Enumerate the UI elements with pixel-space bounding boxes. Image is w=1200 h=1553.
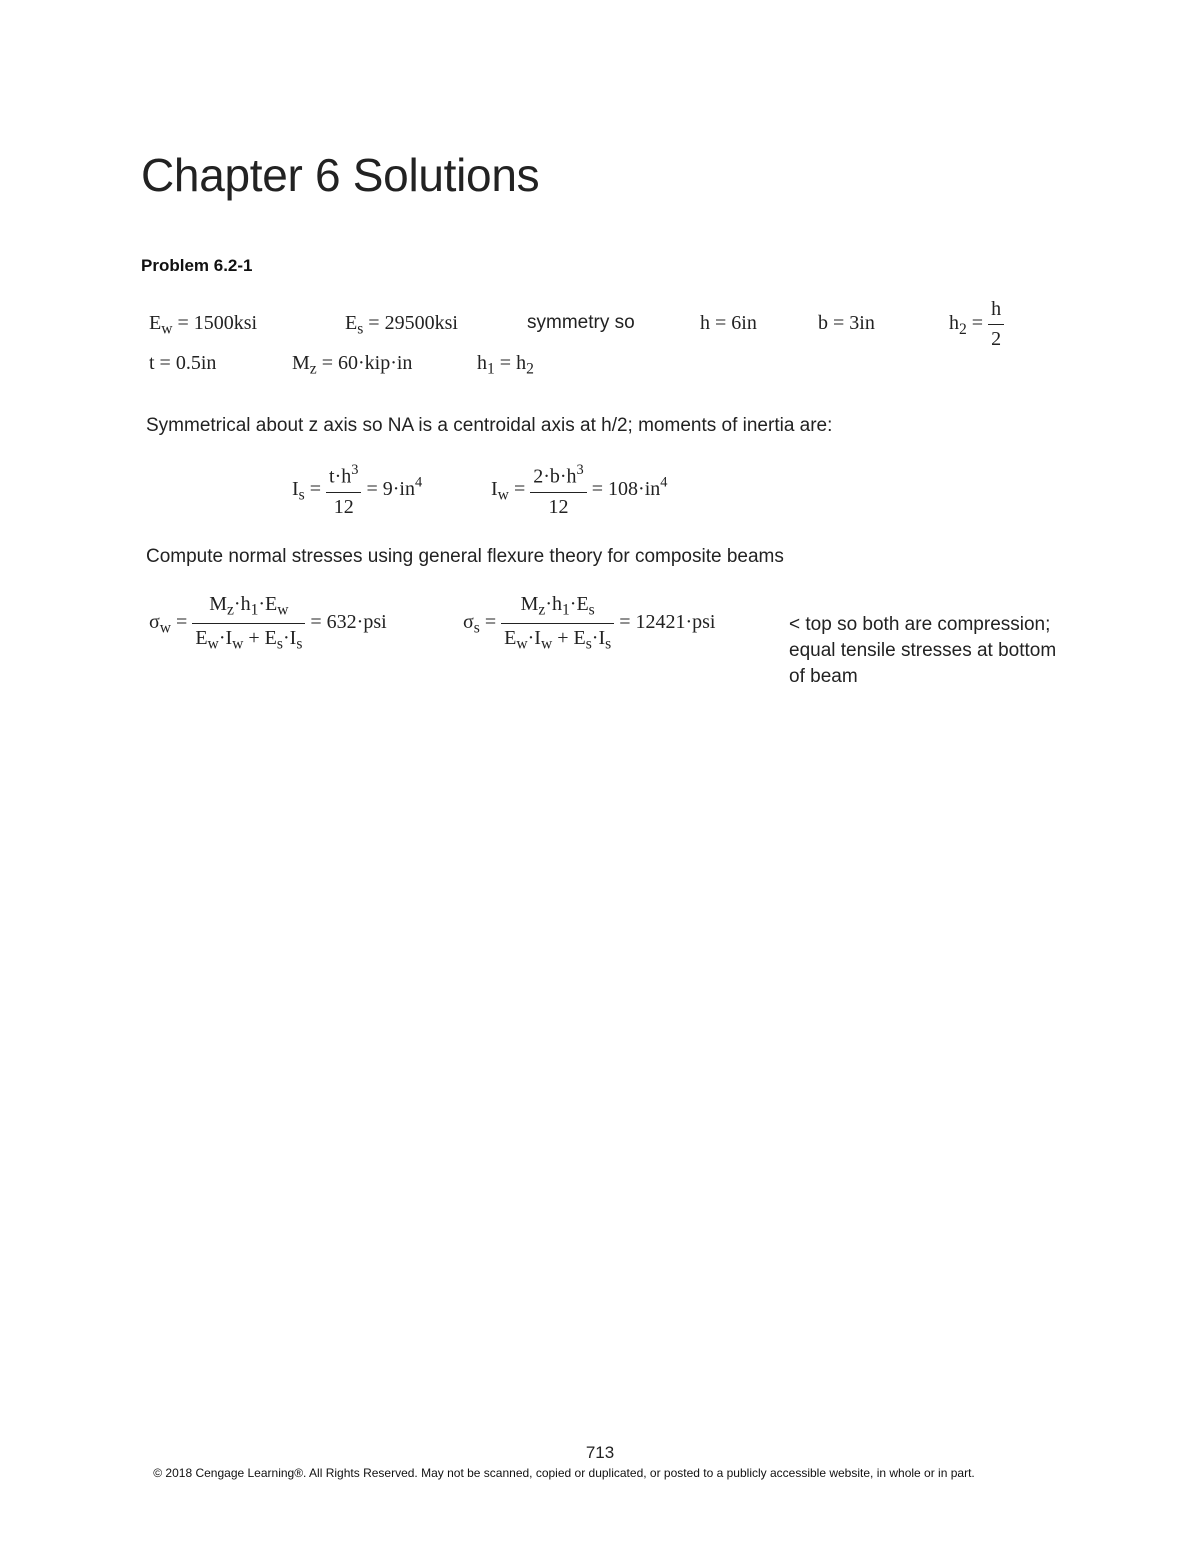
given-h: h = 6in bbox=[700, 312, 757, 334]
given-t: t = 0.5in bbox=[149, 352, 217, 374]
given-h1: $h_1 = h_2$ bbox=[477, 352, 534, 378]
symmetry-note: symmetry so bbox=[527, 312, 635, 333]
inertia-is: $I_s$ = $\frac{t\cdot h^3}{12}$ = $9\cdot in^4$ bbox=[292, 462, 423, 518]
problem-heading: Problem 6.2-1 bbox=[141, 256, 253, 275]
page-title: Chapter 6 Solutions bbox=[141, 149, 540, 201]
stress-note: < top so both are compression; equal tensile stresses at bottom of beam bbox=[789, 614, 1057, 687]
copyright-footer: © 2018 Cengage Learning®. All Rights Reserved. May not be scanned, copied or duplicated, or posted to a publicly accessible website, in whole or in part. bbox=[153, 1466, 975, 1480]
given-mz: $M_z = 60\cdot kip\cdot in$ bbox=[292, 352, 413, 378]
iw-fraction: $\frac{2\cdot b\cdot h^3}{12}$ bbox=[530, 462, 587, 519]
given-ew: $E_w = 1500ksi$ bbox=[149, 312, 258, 338]
inertia-iw: $I_w$ = $\frac{2\cdot b\cdot h^3}{12}$ = $108\cdot in^4$ bbox=[491, 462, 668, 518]
given-es: $E_s = 29500ksi$ bbox=[345, 312, 458, 338]
given-h2: $h_2$ = $\frac{h}{2}$ bbox=[949, 298, 1004, 351]
is-fraction: $\frac{t\cdot h^3}{12}$ bbox=[326, 462, 361, 519]
h2-fraction: $\frac{h}{2}$ bbox=[988, 298, 1004, 351]
stress-sigma-w: $\sigma_w$ = $\frac{M_z\cdot h_1\cdot E_w}{E_w\cdot I_w + E_s\cdot I_s}$ = 632·psi bbox=[149, 593, 387, 653]
flexure-text: Compute normal stresses using general flexure theory for composite beams bbox=[146, 546, 784, 567]
stress-sigma-s: $\sigma_s$ = $\frac{M_z\cdot h_1\cdot E_s}{E_w\cdot I_w + E_s\cdot I_s}$ = 12421·psi bbox=[463, 593, 716, 653]
sigma-w-fraction: $\frac{M_z\cdot h_1\cdot E_w}{E_w\cdot I_w + E_s\cdot I_s}$ bbox=[192, 593, 305, 653]
symmetry-text: Symmetrical about z axis so NA is a centroidal axis at h/2; moments of inertia are: bbox=[146, 415, 833, 436]
given-b: b = 3in bbox=[818, 312, 875, 334]
sigma-s-fraction: $\frac{M_z\cdot h_1\cdot E_s}{E_w\cdot I_w + E_s\cdot I_s}$ bbox=[501, 593, 614, 653]
page-number: 713 bbox=[585, 1443, 615, 1462]
